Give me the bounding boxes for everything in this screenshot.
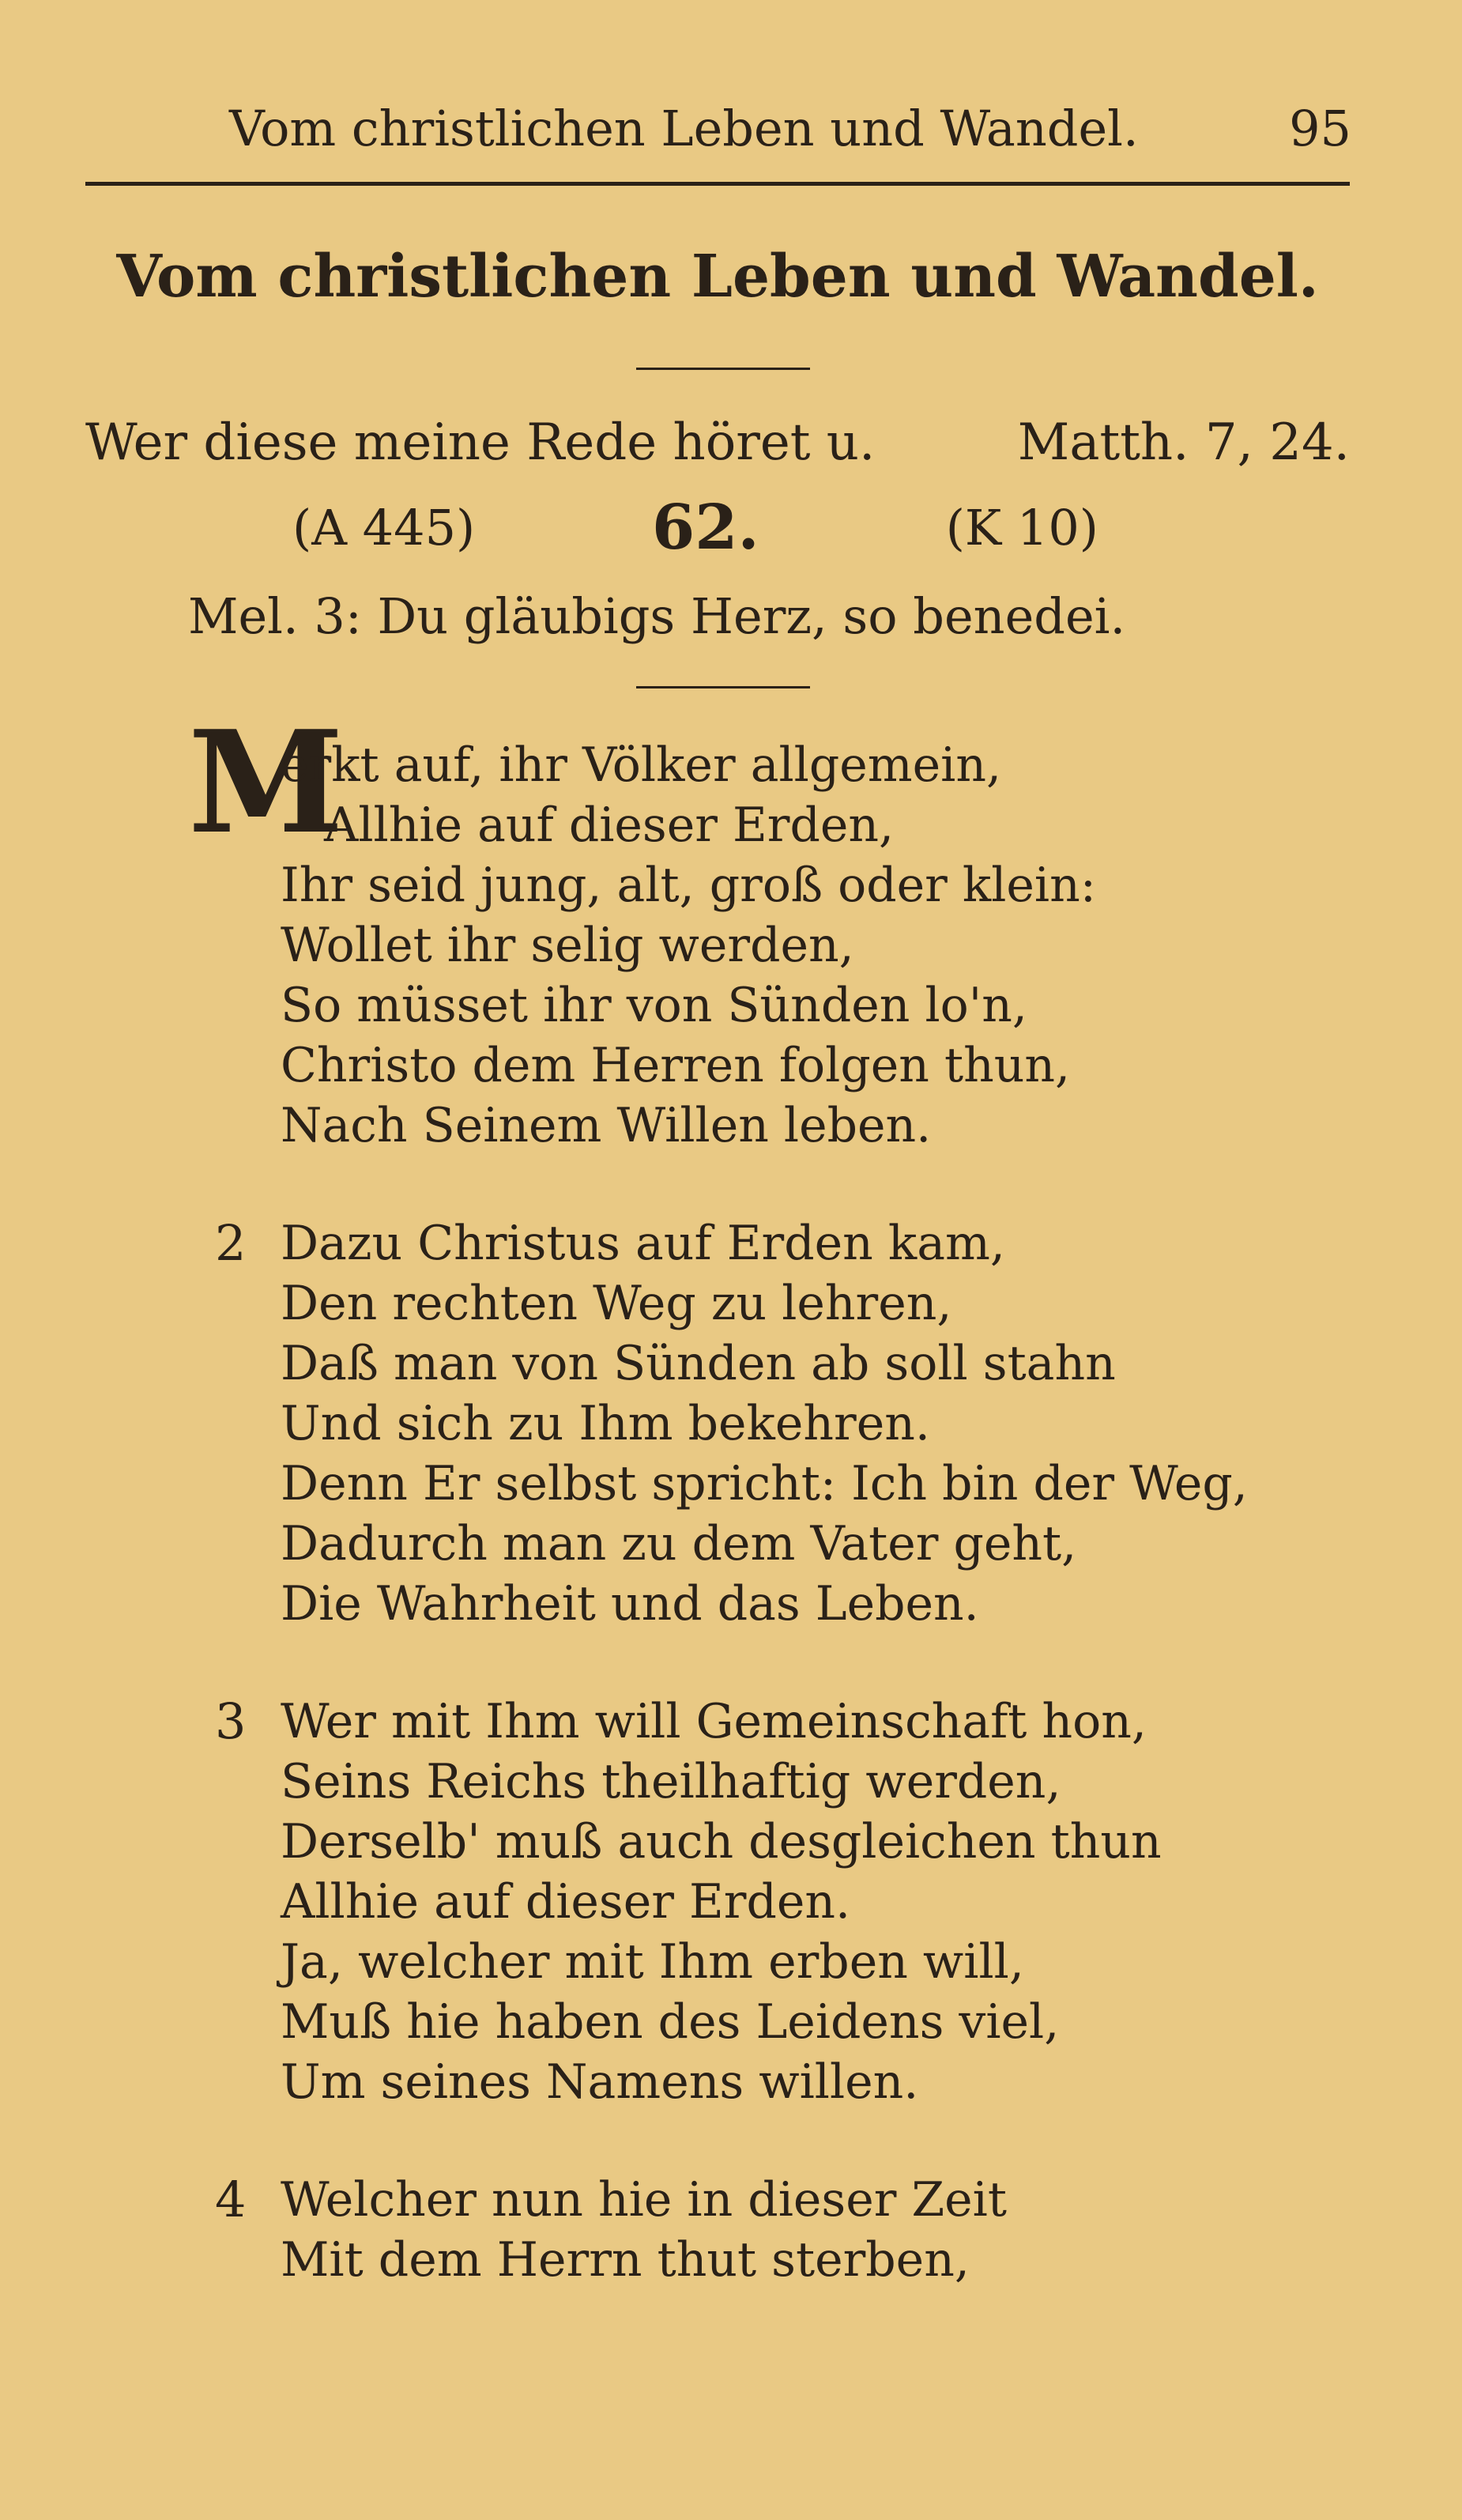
melody-divider	[636, 686, 810, 688]
verse-line: Nach Seinem Willen leben.	[281, 1098, 932, 1153]
header-rule	[85, 182, 1350, 186]
scripture-reference: Matth. 7, 24.	[1017, 413, 1350, 472]
verse-line: Dazu Christus auf Erden kam,	[281, 1216, 1005, 1271]
verse-line: Christo dem Herren folgen thun,	[281, 1038, 1071, 1093]
verse-line: Den rechten Weg zu lehren,	[281, 1276, 952, 1331]
verse-line: erkt auf, ihr Völker allgemein,	[281, 738, 1002, 793]
verse-line: Muß hie haben des Leidens viel,	[281, 1994, 1060, 2050]
verse-line: Dadurch man zu dem Vater geht,	[281, 1516, 1077, 1571]
hymn-code-left: (A 445)	[292, 499, 476, 556]
verse-line: Um seines Namens willen.	[281, 2054, 919, 2110]
scripture-line	[85, 403, 1350, 482]
running-head	[213, 93, 1351, 164]
verse-line: Ihr seid jung, alt, groß oder klein:	[281, 858, 1096, 913]
stanza-number: 2	[215, 1214, 247, 1272]
verse-line: Welcher nun hie in dieser Zeit	[281, 2172, 1007, 2228]
verse-line: Allhie auf dieser Erden,	[324, 798, 895, 853]
verse-line: Daß man von Sünden ab soll stahn	[281, 1336, 1116, 1391]
page-number: 95	[1289, 100, 1351, 157]
verse-line: Denn Er selbst spricht: Ich bin der Weg,	[281, 1456, 1248, 1511]
verse-line: Seins Reichs theilhaftig werden,	[281, 1754, 1061, 1809]
verse-line: Wollet ihr selig werden,	[281, 918, 854, 973]
drop-cap: M	[188, 700, 345, 865]
melody-line: Mel. 3: Du gläubigs Herz, so benedei.	[188, 587, 1126, 645]
running-head-title: Vom christlichen Leben und Wandel.	[229, 100, 1139, 157]
scripture-text: Wer diese meine Rede höret u.	[85, 413, 876, 472]
verse-line: So müsset ihr von Sünden lo'n,	[281, 978, 1027, 1033]
hymn-code-right: (K 10)	[945, 499, 1098, 556]
hymn-number: 62.	[652, 492, 759, 564]
section-title: Vom christlichen Leben und Wandel.	[116, 243, 1319, 311]
verse-line: Und sich zu Ihm bekehren.	[281, 1396, 930, 1451]
stanza-number: 4	[215, 2171, 247, 2228]
hymn-heading	[292, 489, 1098, 568]
verse-line: Derselb' muß auch desgleichen thun	[281, 1814, 1162, 1869]
verse-line: Die Wahrheit und das Leben.	[281, 1576, 979, 1632]
stanza-number: 3	[215, 1692, 247, 1750]
verse-line: Allhie auf dieser Erden.	[281, 1874, 851, 1930]
verse-line: Ja, welcher mit Ihm erben will,	[281, 1934, 1024, 1990]
verse-line: Wer mit Ihm will Gemeinschaft hon,	[281, 1694, 1147, 1749]
verse-line: Mit dem Herrn thut sterben,	[281, 2232, 970, 2288]
title-divider	[636, 368, 810, 370]
